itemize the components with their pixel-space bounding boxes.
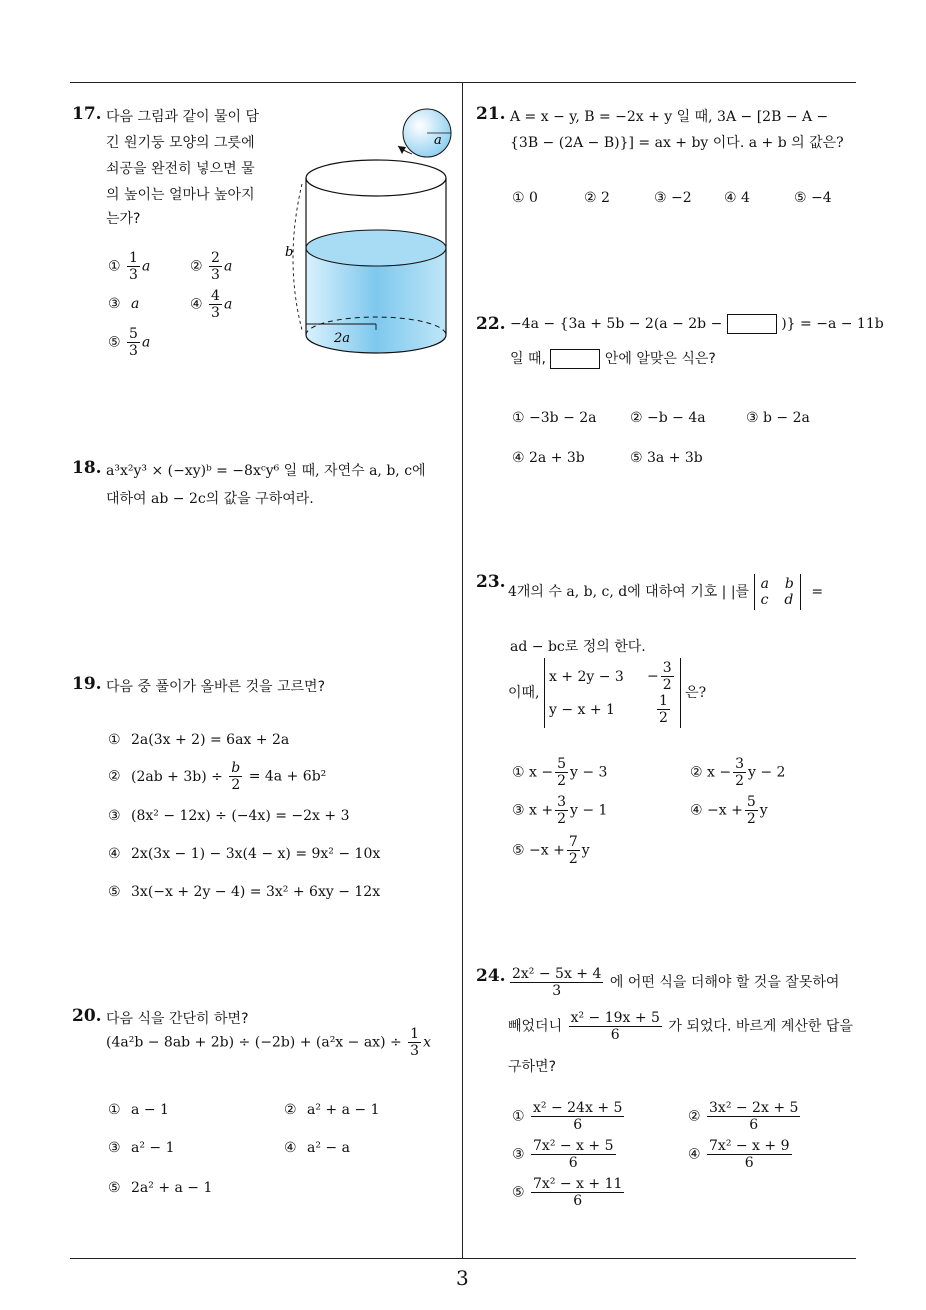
q19-choice-2[interactable] [108,760,326,793]
q24-choice-4[interactable] [688,1138,794,1171]
fraction [531,1138,615,1171]
denominator: 2 [746,811,756,828]
numerator: 3 [735,756,745,772]
q22-choice-2[interactable] [630,410,706,426]
variable: a [141,334,151,351]
denominator: 3 [410,1043,420,1060]
choice-expr: 2a² + a − 1 [131,1180,213,1196]
choice-pre: x − [529,764,554,781]
numerator: x² − 24x + 5 [533,1100,623,1116]
denominator: 6 [573,1193,583,1210]
choice-mark: ① [108,732,121,748]
choice-mark: ② [690,764,703,781]
expr-post: )} = −a − 11b [781,316,884,332]
fraction [531,1100,624,1133]
q24-choice-5[interactable] [512,1176,626,1209]
choice-mark: ④ [284,1140,297,1156]
numerator: 5 [746,794,756,810]
numerator: 2x² − 5x + 4 [512,966,602,982]
page-number: 3 [456,1266,469,1290]
choice-mark: ① [512,410,525,426]
choice-mark: ③ [746,410,759,426]
q23-line-3 [508,658,706,728]
q22-choice-3[interactable] [746,410,810,426]
numerator: 2 [211,250,220,266]
numerator: 3x² − 2x + 5 [709,1100,799,1116]
q17-text-line-3: 쇠공을 완전히 넣으면 물 [106,161,255,177]
det-c: c [760,592,769,608]
q18-line-2: 대하여 ab − 2c의 값을 구하여라. [106,491,314,507]
q24-choice-2[interactable] [688,1100,802,1133]
numerator: 1 [410,1026,420,1042]
choice-expr: 0 [529,190,538,206]
choice-mark: ② [190,258,203,275]
q17-choice-4[interactable] [190,288,232,321]
denominator: 3 [211,267,220,284]
line2-post: 가 되었다. 바르게 계산한 답을 [668,1018,853,1035]
line1-pre: 4개의 수 a, b, c, d에 대하여 기호 | |를 [508,584,750,600]
q24-choice-1[interactable] [512,1100,626,1133]
choice-mark: ① [512,1108,525,1125]
q22-number: 22. [476,314,506,334]
choice-mark: ④ [108,846,121,862]
q23-number: 23. [476,572,506,592]
numerator: 7x² − x + 11 [533,1176,623,1192]
q24-line-1 [508,966,839,999]
choice-pre: −x + [529,842,565,859]
fraction [408,1026,421,1059]
choice-mark: ⑤ [512,842,525,859]
choice-post: y [759,802,768,819]
det-r1c2 [647,660,676,693]
line2-pre: 일 때, [510,351,546,367]
q18-line-1: a³x²y³ × (−xy)ᵇ = −8xᶜy⁶ 일 때, 자연수 a, b, c에 [106,463,426,479]
choice-mark: ③ [654,190,667,206]
det-r1c1: x + 2y − 3 [548,668,624,685]
denominator: 2 [662,677,672,694]
numerator: 7 [568,834,578,850]
q24-line-2 [508,1010,853,1043]
fraction [569,1010,662,1043]
fraction [209,288,222,321]
q23-choice-5[interactable] [512,834,590,867]
q20-choice-5[interactable] [108,1180,212,1196]
determinant-question [544,658,681,728]
q20-expression [106,1026,431,1059]
numerator: 1 [658,693,668,710]
q17-text-line-4: 의 높이는 얼마나 높아지 [106,187,255,203]
q19-choice-1[interactable] [108,732,289,748]
choice-expr: a − 1 [131,1102,169,1118]
q22-line-2 [510,348,716,369]
numerator: 1 [129,250,138,266]
choice-mark: ② [688,1108,701,1125]
q17-cylinder-figure [280,100,460,360]
top-rule [70,82,856,83]
numerator: 7x² − x + 5 [533,1138,614,1154]
choice-expr: a² + a − 1 [307,1102,380,1118]
q20-text: 다음 식을 간단히 하면? [106,1011,249,1027]
fraction [555,794,568,827]
choice-expr: −4 [811,190,832,206]
choice-expr: −b − 4a [647,410,706,426]
choice-post: y − 1 [570,802,608,819]
choice-mark: ④ [512,450,525,466]
det-r2c2 [655,693,672,726]
choice-post: y − 2 [748,764,786,781]
q22-expression [510,314,884,334]
line2-pre: 빼었더니 [508,1018,563,1035]
q18-number: 18. [72,458,102,478]
choice-mark: ③ [108,808,121,824]
q19-text: 다음 중 풀이가 올바른 것을 고르면? [106,679,326,695]
q17-text-line-1: 다음 그림과 같이 물이 담 [106,109,260,125]
choice-mark: ① [512,190,525,206]
q22-choice-5[interactable] [630,450,703,466]
q21-choice-4[interactable] [724,190,750,206]
numerator: 3 [662,660,672,676]
choice-expr: 2a(3x + 2) = 6ax + 2a [131,732,290,748]
q20-choice-2[interactable] [284,1102,380,1118]
choice-mark: ① [512,764,525,781]
det-b: b [784,576,794,592]
expr-post: x [423,1034,431,1051]
line1-post: = [811,584,824,600]
determinant-definition [754,574,801,610]
bottom-rule [70,1258,856,1259]
line1-post: 에 어떤 식을 더해야 할 것을 잘못하여 [609,974,840,991]
choice-mark: ⑤ [108,884,121,900]
denominator: 2 [735,773,745,790]
choice-mark: ④ [724,190,737,206]
choice-expr: 2x(3x − 1) − 3x(4 − x) = 9x² − 10x [131,846,381,862]
choice-expr: b − 2a [763,410,810,426]
line2-post: 안에 알맞은 식은? [604,351,716,367]
sign: − [646,668,659,685]
q17-choice-5[interactable] [108,326,150,359]
q19-choice-4[interactable] [108,846,380,862]
det-a: a [760,576,769,592]
choice-mark: ② [584,190,597,206]
choice-mark: ③ [108,1140,121,1156]
denominator: 2 [557,811,567,828]
fraction [733,756,746,789]
fraction [555,756,568,789]
q20-choice-4[interactable] [284,1140,350,1156]
q17-text-line-5: 는가? [106,211,141,227]
choice-post: y [581,842,590,859]
column-divider [462,83,463,1259]
q24-number: 24. [476,966,506,986]
q23-line-1 [508,574,823,610]
cylinder-top [306,160,446,196]
choice-expr: 4 [741,190,750,206]
q17-choice-3[interactable] [108,296,139,312]
q23-line-2: ad − bc로 정의 한다. [510,639,646,655]
choice-expr-post: = 4a + 6b² [248,768,327,785]
choice-expr-pre: (2ab + 3b) ÷ [131,768,223,785]
numerator: 3 [557,794,567,810]
q17-text-line-2: 긴 원기둥 모양의 그릇에 [106,135,255,151]
denominator: 6 [573,1117,583,1134]
q20-number: 20. [72,1006,102,1026]
choice-mark: ⑤ [108,334,121,351]
expr-pre: −4a − {3a + 5b − 2(a − 2b − [510,316,723,332]
numerator: 7x² − x + 9 [709,1138,790,1154]
choice-expr: a² − 1 [131,1140,175,1156]
numerator: 4 [211,288,220,304]
choice-expr: a² − a [307,1140,350,1156]
q23-choice-2[interactable] [690,756,785,789]
choice-expr: 2 [601,190,610,206]
fraction [531,1176,624,1209]
denominator: 2 [658,710,668,727]
q24-choice-3[interactable] [512,1138,618,1171]
q21-choice-3[interactable] [654,190,692,206]
choice-mark: ④ [690,802,703,819]
denominator: 6 [744,1155,754,1172]
base-label: 2a [334,331,351,346]
fraction [127,250,140,283]
choice-expr: (8x² − 12x) ÷ (−4x) = −2x + 3 [131,808,350,824]
variable: a [223,258,233,275]
q23-choice-1[interactable] [512,756,607,789]
choice-mark: ② [108,768,121,785]
denominator: 3 [129,343,138,360]
q21-choice-2[interactable] [584,190,610,206]
ball-label: a [434,133,442,148]
q21-choice-1[interactable] [512,190,538,206]
choice-expr: 3x(−x + 2y − 4) = 3x² + 6xy − 12x [131,884,381,900]
choice-mark: ① [108,258,121,275]
choice-mark: ① [108,1102,121,1118]
q22-choice-1[interactable] [512,410,597,426]
q17-choice-2[interactable] [190,250,232,283]
fraction [229,760,242,793]
choice-mark: ⑤ [630,450,643,466]
q21-line-2: {3B − (2A − B)}] = ax + by 이다. a + b 의 값은? [510,135,844,151]
choice-expr: a [131,296,140,312]
choice-mark: ② [284,1102,297,1118]
fraction [567,834,580,867]
denominator: 3 [552,983,562,1000]
fraction [707,1138,791,1171]
line3-pre: 이때, [508,685,540,702]
denominator: 3 [211,305,220,322]
choice-post: y − 3 [570,764,608,781]
q21-choice-5[interactable] [794,190,832,206]
choice-expr: −3b − 2a [529,410,597,426]
choice-mark: ② [630,410,643,426]
blank-box [550,349,600,369]
q20-choice-3[interactable] [108,1140,175,1156]
q21-line-1: A = x − y, B = −2x + y 일 때, 3A − [2B − A − [510,109,829,125]
choice-mark: ⑤ [794,190,807,206]
numerator: x² − 19x + 5 [570,1010,660,1026]
fraction [707,1100,800,1133]
q22-choice-4[interactable] [512,450,585,466]
denominator: 6 [749,1117,759,1134]
denominator: 6 [610,1027,620,1044]
denominator: 3 [129,267,138,284]
numerator: 5 [129,326,138,342]
q20-choice-1[interactable] [108,1102,169,1118]
choice-expr: 3a + 3b [647,450,703,466]
q17-choice-1[interactable] [108,250,150,283]
q24-line-3: 구하면? [508,1059,557,1075]
variable: a [223,296,233,313]
choice-mark: ⑤ [108,1180,121,1196]
det-d: d [784,592,794,608]
choice-expr: −2 [671,190,692,206]
choice-mark: ④ [190,296,203,313]
choice-mark: ④ [688,1146,701,1163]
variable: a [141,258,151,275]
fraction [745,794,758,827]
q23-choice-4[interactable] [690,794,768,827]
water-surface [306,230,446,266]
denominator: 6 [568,1155,578,1172]
q19-number: 19. [72,674,102,694]
denominator: 2 [557,773,567,790]
q23-choice-3[interactable] [512,794,607,827]
q19-choice-3[interactable] [108,808,350,824]
numerator: b [231,760,241,776]
denominator: 2 [231,777,241,794]
expr-pre: (4a²b − 8ab + 2b) ÷ (−2b) + (a²x − ax) ÷ [106,1034,402,1051]
choice-mark: ③ [512,802,525,819]
choice-mark: ③ [512,1146,525,1163]
choice-pre: x + [529,802,554,819]
blank-box [727,314,777,334]
fraction [510,966,603,999]
q19-choice-5[interactable] [108,884,380,900]
choice-mark: ③ [108,296,121,312]
line3-post: 은? [685,685,707,702]
q17-number: 17. [72,104,102,124]
q21-number: 21. [476,104,506,124]
choice-mark: ⑤ [512,1184,525,1201]
denominator: 2 [568,851,578,868]
det-r2c1: y − x + 1 [548,701,615,718]
fraction [209,250,222,283]
numerator: 5 [557,756,567,772]
height-label: b [285,245,294,260]
choice-pre: x − [707,764,732,781]
choice-pre: −x + [707,802,743,819]
choice-expr: 2a + 3b [529,450,585,466]
fraction [127,326,140,359]
